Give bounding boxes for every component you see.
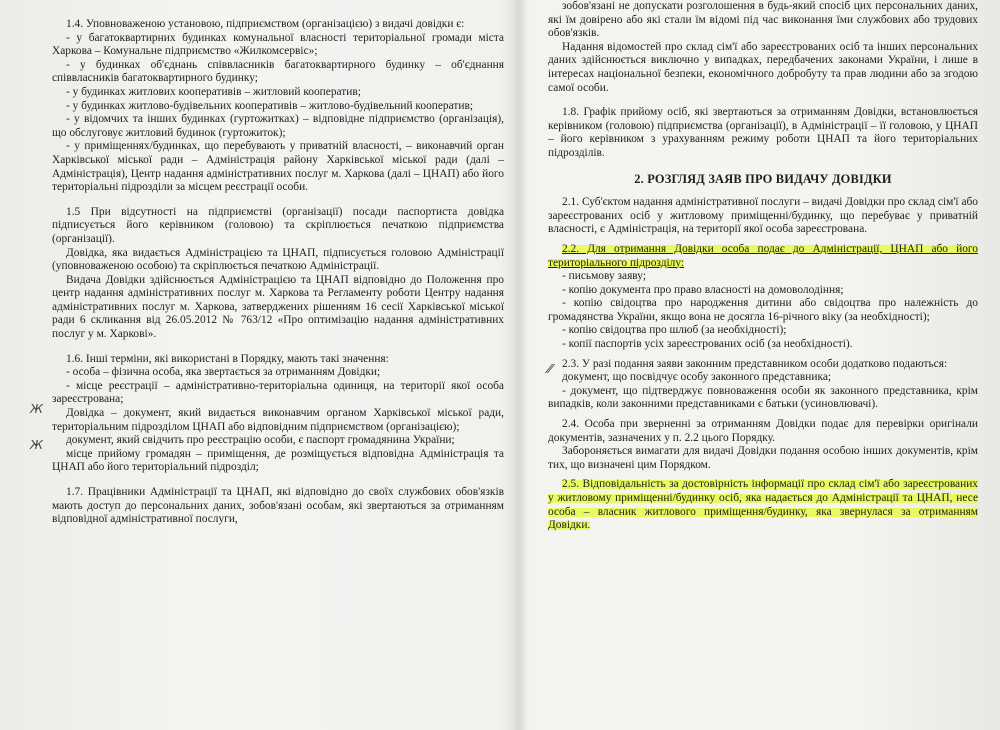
paragraph: Надання відомостей про склад сім'ї або зареєстрованих осіб та інших персональних даних здійснюється виключно у випадках, передбачених законами України, і лише в інтересах національної безпеки, економічного добробуту та прав людини або за згодою самої особи. xyxy=(548,40,978,94)
section-1-4 xyxy=(52,18,504,195)
list-item: Довідка – документ, який видається виконавчим органом Харківської міської ради, територіальним підрозділом ЦНАП або відповідним підприємством (організацією); xyxy=(52,407,504,433)
paragraph xyxy=(548,243,978,270)
paragraph: Видача Довідки здійснюється Адміністрацією та ЦНАП відповідно до Положення про центр надання адміністративних послуг м. Харкова та Регламенту роботи Центру надання адміністративних послуг м. Харкова, затверджених рішенням 16 сесії Харківської міської ради 6 скликання від 26.05.2012 № 763/12 «Про оптимізацію надання адміністративних послуг у м. Харкові». xyxy=(52,273,504,341)
section-2-1: 2.1. Суб'єктом надання адміністративної послуги – видачі Довідки про склад сім'ї або зареєстрованих осіб у житловому приміщенні/будинку, що перебуває у приватній власності, є Адміністрація, на території якої особа зареєстрована. xyxy=(548,196,978,236)
page-gutter xyxy=(513,0,527,730)
list-item: - письмову заяву; xyxy=(562,270,647,283)
highlighted-text: 2.2. Для отримання Довідки особа подає до Адміністрації, ЦНАП або його територіального підрозділу: xyxy=(548,242,978,269)
section-1-6 xyxy=(52,353,504,475)
paragraph: 2.4. Особа при зверненні за отриманням Довідки подає для перевірки оригінали документів, зазначених у п. 2.2 цього Порядку. xyxy=(548,418,978,444)
list-item: місце прийому громадян – приміщення, де розміщується відповідна Адміністрація та ЦНАП або його територіальний підрозділ; xyxy=(52,447,504,474)
highlighted-text: 2.5. Відповідальність за достовірність інформації про склад сім'ї або зареєстрованих у житловому приміщенні/будинку осіб, яка надається до Адміністрації та ЦНАП, несе особа – власник житлового приміщення/будинку, яка звернулася за отриманням Довідки. xyxy=(548,478,978,532)
section-1-5 xyxy=(52,206,504,342)
list-item: - у багатоквартирних будинках комунальної власності територіальної громади міста Харкова – Комунальне підприємство «Жилкомсервіс»; xyxy=(52,31,504,58)
paragraph: зобов'язані не допускати розголошення в будь-який спосіб цих персональних даних, які їм довірено або які стали їм відомі під час виконання їми службових або трудових обов'язків. xyxy=(548,0,978,40)
section-1-7-continued xyxy=(548,0,978,95)
section-2-5 xyxy=(548,478,978,532)
list-item: - у відомчих та інших будинках (гуртожитках) – відповідне підприємство (організація), що обслуговує житловий будинок (гуртожиток); xyxy=(52,113,504,139)
list-item: - копію свідоцтва про шлюб (за необхідності); xyxy=(562,324,787,337)
paragraph: 1.5 При відсутності на підприємстві (організації) посади паспортиста довідка підписується його керівником (головою) та скріплюється печаткою підприємства (організації). xyxy=(52,205,504,245)
list-item: - у будинках об'єднань співвласників багатоквартирного будинку – об'єднання співвласників багатоквартирного будинку; xyxy=(52,58,504,85)
list-item: - копії паспортів усіх зареєстрованих осіб (за необхідності). xyxy=(562,338,853,351)
section-2-3 xyxy=(548,358,978,412)
paragraph: Забороняється вимагати для видачі Довідки подання особою інших документів, крім тих, що визначені цим Порядком. xyxy=(548,445,978,471)
handwritten-margin-note: Ж xyxy=(30,402,43,416)
paragraph: 1.6. Інші терміни, які використані в Порядку, мають такі значення: xyxy=(66,352,389,365)
paragraph: 1.4. Уповноваженою установою, підприємством (організацією) з видачі довідки є: xyxy=(66,18,465,30)
list-item: документ, що посвідчує особу законного представника; xyxy=(562,371,832,384)
handwritten-margin-note: Ж xyxy=(30,438,43,452)
paragraph: Довідка, яка видається Адміністрацією та ЦНАП, підписується головою Адміністрації (уповноваженою особою) та скріплюється печаткою Адміністрації. xyxy=(52,246,504,273)
section-1-7 xyxy=(52,486,504,527)
list-item: - копію документа про право власності на домоволодіння; xyxy=(562,283,844,296)
left-page xyxy=(52,18,504,730)
list-item: - місце реєстрації – адміністративно-територіальна одиниця, на території якої особа зареєстрована; xyxy=(52,379,504,406)
list-item: - у будинках житлових кооперативів – житловий кооператив; xyxy=(66,85,361,98)
list-item: - копію свідоцтва про народження дитини або свідоцтва про належність до громадянства України, якщо вона не досягла 16-річного віку (за необхідності); xyxy=(548,297,978,323)
section-heading: 2. РОЗГЛЯД ЗАЯВ ПРО ВИДАЧУ ДОВІДКИ xyxy=(634,171,892,186)
section-2-2 xyxy=(548,243,978,352)
list-item: - документ, що підтверджує повноваження особи як законного представника, крім випадків, коли законними представниками є батьки (усиновлювачі). xyxy=(548,384,978,411)
handwritten-check-mark: ⁄⁄ xyxy=(548,362,553,376)
section-1-8: 1.8. Графік прийому осіб, які звертаються за отриманням Довідки, встановлюється керівником (головою) підприємства (організації), в Адміністрації – її головою, у ЦНАП – його керівником з урахуванням режиму роботи ЦНАП та його територіальних підрозділів. xyxy=(548,106,978,159)
list-item: - особа – фізична особа, яка звертається за отриманням Довідки; xyxy=(66,366,381,379)
section-2-4 xyxy=(548,418,978,472)
paragraph: 1.7. Працівники Адміністрації та ЦНАП, які відповідно до своїх службових обов'язків мають доступ до персональних даних, зобов'язані особам, які звертаються за отриманням відповідної адміністративної послуги, xyxy=(52,486,504,526)
list-item: документ, який свідчить про реєстрацію особи, є паспорт громадянина України; xyxy=(66,434,455,447)
list-item: - у приміщеннях/будинках, що перебувають у приватній власності, – виконавчий орган Харківської міської ради – Адміністрація району Харківської міської ради (далі – Адміністрація), Центр надання адміністративних послуг м. Харкова (далі – ЦНАП) або його територіальні підрозділи за місцем реєстрації особи. xyxy=(52,140,504,194)
list-item: - у будинках житлово-будівельних кооперативів – житлово-будівельний кооператив; xyxy=(66,99,473,112)
right-page xyxy=(548,0,978,730)
paragraph: 2.3. У разі подання заяви законним представником особи додатково подаються: xyxy=(562,357,948,370)
